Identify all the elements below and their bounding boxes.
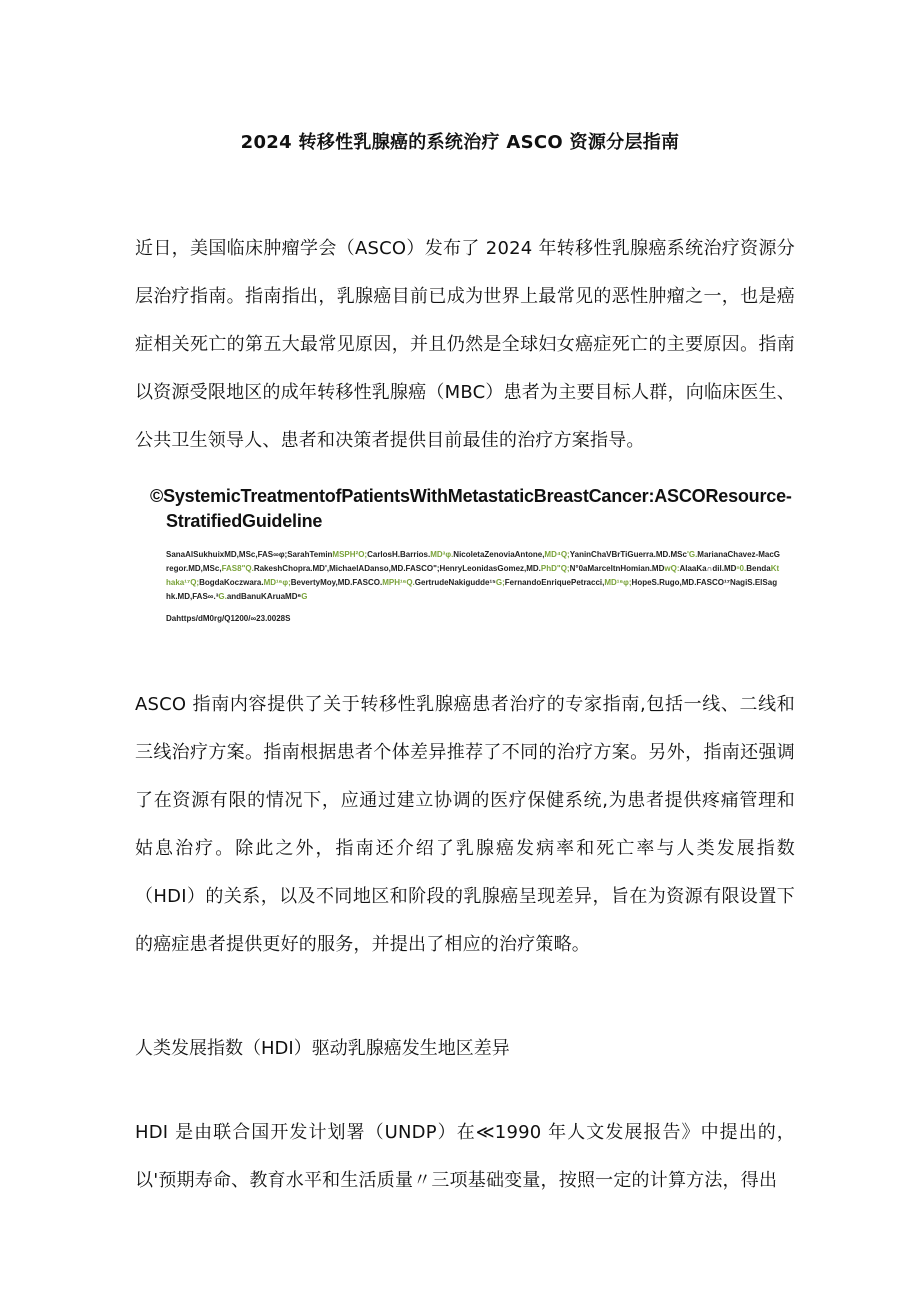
- author-segment: N°0aMarceltnHomian.MD: [569, 564, 665, 573]
- author-segment: G;: [495, 578, 505, 587]
- author-segment: SanaAlSukhuixMD,MSc,FAS∞φ;SarahTemin: [166, 550, 333, 559]
- author-segment: MPH¹⁶Q.: [382, 578, 415, 587]
- author-segment: ⁿ0.: [736, 564, 747, 573]
- author-segment: G: [301, 592, 308, 601]
- author-segment: FAS8"Q.: [221, 564, 254, 573]
- paper-title: ©SystemicTreatmentofPatientsWithMetastaticBreastCancer:ASCOResource-StratifiedGuideline: [150, 486, 792, 531]
- paper-header-image: [150, 484, 792, 625]
- author-segment: G.: [218, 592, 227, 601]
- section-heading-hdi: 人类发展指数（HDI）驱动乳腺癌发生地区差异: [135, 1038, 510, 1059]
- author-segment: Benda: [746, 564, 771, 573]
- author-segment: GertrudeNakigudde¹⁵: [414, 578, 496, 587]
- author-segment: MD¹⁶φ;: [263, 578, 291, 587]
- author-segment: MD³φ.: [430, 550, 454, 559]
- author-segment: MSPH²O;: [332, 550, 368, 559]
- author-segment: YaninChaVBrTiGuerra.MD.MSc: [569, 550, 687, 559]
- author-segment: MD⁴Q;: [544, 550, 570, 559]
- intro-paragraph: 近日，美国临床肿瘤学会（ASCO）发布了 2024 年转移性乳腺癌系统治疗资源分层治疗指南。指南指出，乳腺癌目前已成为世界上最常见的恶性肿瘤之一，也是癌症相关死亡的第五大最常见原因，并且仍然是全球妇女癌症死亡的主要原因。指南以资源受限地区的成年转移性乳腺癌（MBC）患者为主要目标人群，向临床医生、公共卫生领导人、患者和决策者提供目前最佳的治疗方案指导。: [135, 238, 795, 451]
- author-segment: BogdaKoczwara.: [199, 578, 264, 587]
- paper-authors: [166, 548, 780, 604]
- author-segment: wQ:: [664, 564, 680, 573]
- author-segment: andBanuKAruaMD⁶: [226, 592, 302, 601]
- paper-doi: Dahttps/dM0rg/Q1200/∞23.0028S: [166, 614, 291, 623]
- author-segment: MD¹⁶φ;: [604, 578, 632, 587]
- document-title: 2024 转移性乳腺癌的系统治疗 ASCO 资源分层指南: [240, 132, 680, 153]
- author-segment: HopeS.Rugo,MD.FASCO¹⁷NagiS.ElSaghk.MD,FAS∞.³: [166, 578, 778, 601]
- author-segment: NicoletaZenoviaAntone,: [453, 550, 545, 559]
- author-segment: BevertyMoy,MD.FASCO.: [290, 578, 383, 587]
- author-segment: FernandoEnriquePetracci,: [504, 578, 605, 587]
- author-segment: CarlosH.Barrios.: [367, 550, 431, 559]
- paragraph-guideline-content: ASCO 指南内容提供了关于转移性乳腺癌患者治疗的专家指南,包括一线、二线和三线治疗方案。指南根据患者个体差异推荐了不同的治疗方案。另外，指南还强调了在资源有限的情况下，应通过建立协调的医疗保健系统,为患者提供疼痛管理和姑息治疗。除此之外，指南还介绍了乳腺癌发病率和死亡率与人类发展指数（HDI）的关系，以及不同地区和阶段的乳腺癌呈现差异，旨在为资源有限设置下的癌症患者提供更好的服务，并提出了相应的治疗策略。: [135, 694, 795, 955]
- author-segment: RakeshChopra.MD',MichaelADanso,MD.FASCO";HenryLeonidasGomez,MD.: [253, 564, 541, 573]
- author-segment: PhD"Q;: [540, 564, 570, 573]
- author-segment: MarianaChavez-MacGregor.MD,MSc,: [166, 550, 780, 573]
- author-segment: Kthaka¹⁷Q;: [166, 564, 780, 587]
- paragraph-hdi-definition: HDI 是由联合国开发计划署（UNDP）在≪1990 年人文发展报告》中提出的，以'预期寿命、教育水平和生活质量〃三项基础变量，按照一定的计算方法，得出: [135, 1122, 795, 1191]
- author-segment: AlaaKa∩dil.MD: [679, 564, 737, 573]
- author-segment: 'G.: [686, 550, 698, 559]
